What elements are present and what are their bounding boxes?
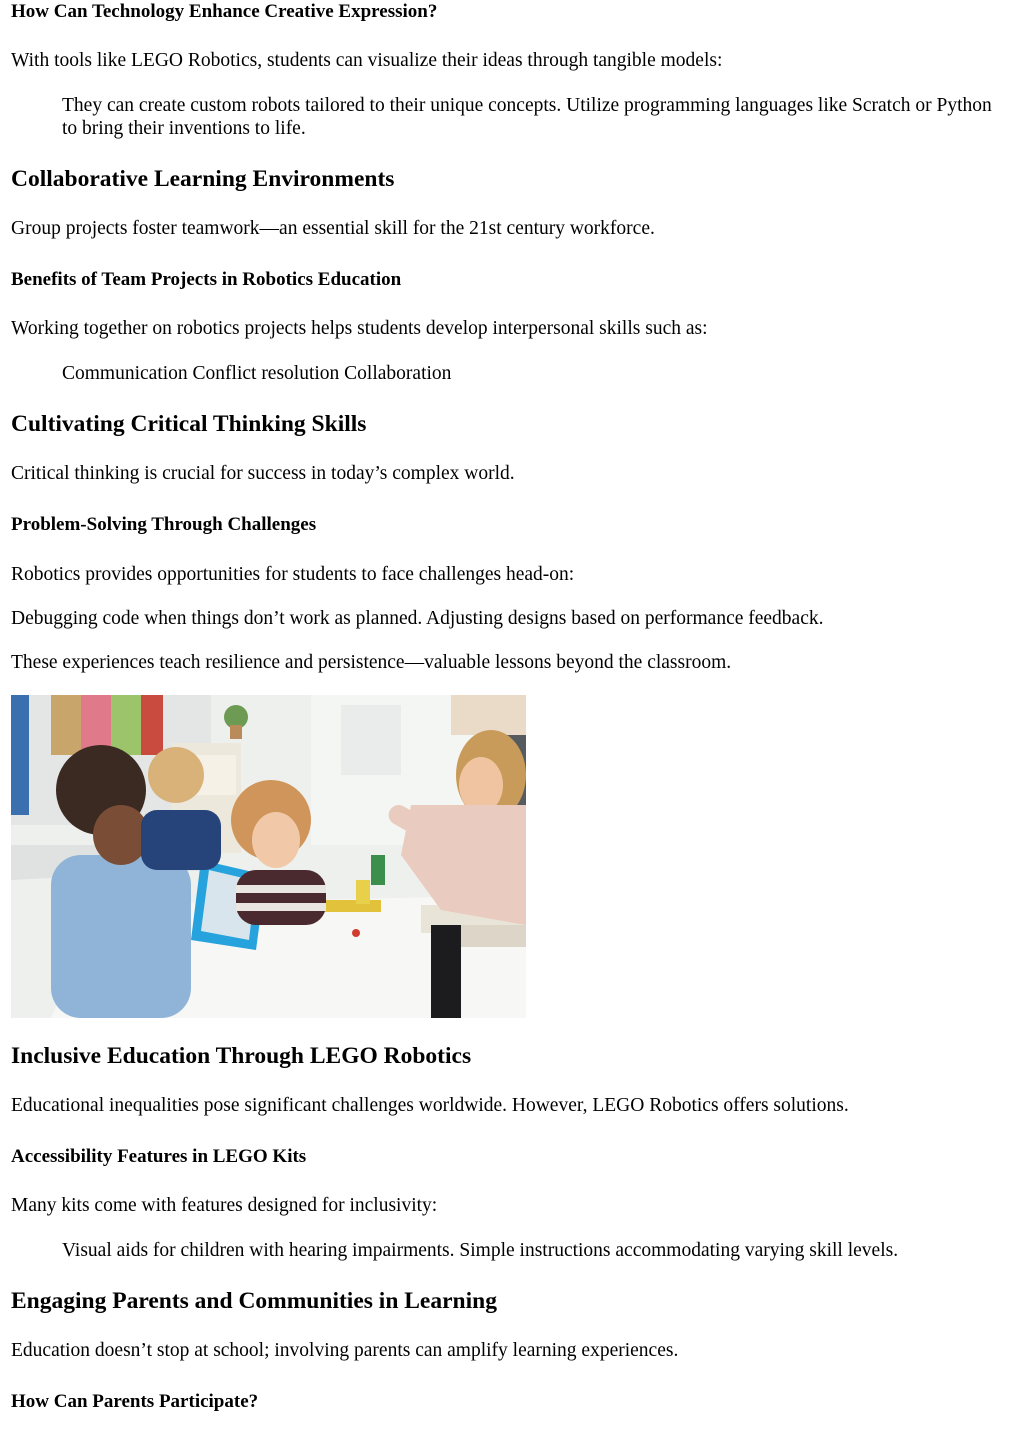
access-intro: Many kits come with features designed for inclusivity: bbox=[11, 1195, 438, 1216]
participate-heading: How Can Parents Participate? bbox=[11, 1391, 259, 1412]
access-blockquote: Visual aids for children with hearing impairments. Simple instructions accommodating varying skill levels. bbox=[62, 1240, 899, 1261]
access-heading: Accessibility Features in LEGO Kits bbox=[11, 1146, 307, 1167]
critical-heading: Cultivating Critical Thinking Skills bbox=[11, 411, 367, 437]
parents-heading: Engaging Parents and Communities in Learning bbox=[11, 1288, 497, 1314]
collab-intro: Group projects foster teamwork—an essential skill for the 21st century workforce. bbox=[11, 218, 655, 239]
classroom-photo-illustration bbox=[11, 695, 526, 1018]
classroom-photo bbox=[11, 695, 526, 1018]
team-intro: Working together on robotics projects helps students develop interpersonal skills such as: bbox=[11, 318, 708, 339]
tech-blockquote: They can create custom robots tailored to their unique concepts. Utilize programming languages like Scratch or Python to bring their inventions to life. bbox=[62, 95, 992, 139]
team-heading: Benefits of Team Projects in Robotics Education bbox=[11, 269, 402, 290]
problem-intro: Robotics provides opportunities for students to face challenges head-on: bbox=[11, 564, 575, 585]
tech-heading: How Can Technology Enhance Creative Expression? bbox=[11, 1, 438, 22]
team-blockquote: Communication Conflict resolution Collaboration bbox=[62, 363, 452, 384]
inclusive-heading: Inclusive Education Through LEGO Robotics bbox=[11, 1043, 472, 1069]
problem-list: Debugging code when things don’t work as planned. Adjusting designs based on performance feedback. bbox=[11, 608, 824, 629]
parents-intro: Education doesn’t stop at school; involving parents can amplify learning experiences. bbox=[11, 1340, 679, 1361]
critical-intro: Critical thinking is crucial for success in today’s complex world. bbox=[11, 463, 515, 484]
problem-outro: These experiences teach resilience and persistence—valuable lessons beyond the classroom. bbox=[11, 652, 732, 673]
problem-heading: Problem-Solving Through Challenges bbox=[11, 514, 317, 535]
inclusive-intro: Educational inequalities pose significant challenges worldwide. However, LEGO Robotics offers solutions. bbox=[11, 1095, 849, 1116]
collab-heading: Collaborative Learning Environments bbox=[11, 166, 395, 192]
tech-intro: With tools like LEGO Robotics, students can visualize their ideas through tangible models: bbox=[11, 50, 723, 71]
